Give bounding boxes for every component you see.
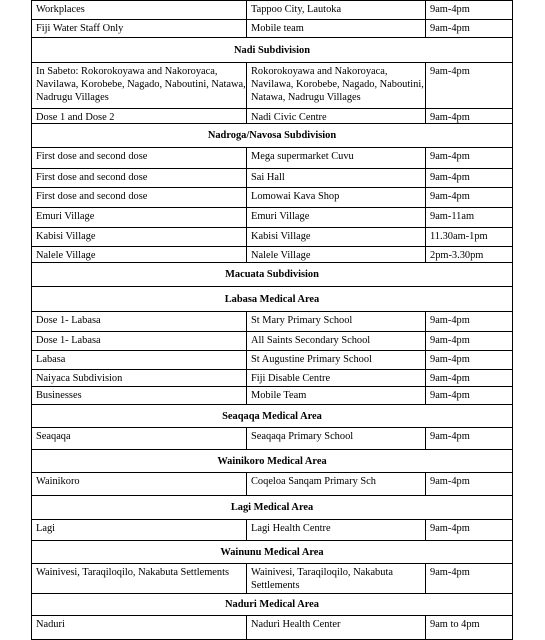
time-cell: 9am-4pm — [430, 172, 470, 183]
time-cell: 9am-4pm — [430, 66, 470, 77]
venue-cell: Kabisi Village — [247, 228, 426, 246]
group-cell: Dose 1- Labasa — [32, 332, 247, 350]
group-cell: Seaqaqa — [32, 428, 247, 449]
venue-cell: Nalele Village — [247, 247, 426, 262]
table-row — [31, 208, 513, 228]
time-cell: 9am-4pm — [430, 23, 470, 34]
table-row — [31, 616, 513, 640]
section-title: Macuata Subdivision — [225, 269, 319, 280]
section-header-row — [31, 287, 513, 312]
venue-cell: St Mary Primary School — [247, 312, 426, 331]
group-cell: Businesses — [32, 387, 247, 404]
group-cell: Dose 1- Labasa — [32, 312, 247, 331]
venue-cell: Seaqaqa Primary School — [247, 428, 426, 449]
table-row — [31, 228, 513, 247]
table-row — [31, 520, 513, 541]
table-row — [31, 188, 513, 208]
section-title: Naduri Medical Area — [225, 599, 319, 610]
table-row — [31, 332, 513, 351]
table-row — [31, 20, 513, 38]
section-title: Wainunu Medical Area — [220, 546, 324, 558]
section-title: Labasa Medical Area — [224, 293, 320, 305]
venue-cell: Emuri Village — [247, 208, 426, 227]
time-cell: 9am-4pm — [430, 191, 470, 202]
section-header-row — [31, 263, 513, 287]
venue-cell: Rokorokoyawa and Nakoroyaca, Navilawa, Korobebe, Nagado, Naboutini, Natawa, Nadrugu Villages — [247, 63, 426, 108]
table-row — [31, 169, 513, 188]
venue-cell: Mega supermarket Cuvu — [247, 148, 426, 168]
time-cell: 9am-4pm — [430, 523, 470, 534]
time-cell: 9am-4pm — [430, 567, 470, 578]
venue-cell: Mobile team — [247, 20, 426, 37]
venue-cell: Wainivesi, Taraqiloqilo, Nakabuta Settlements — [247, 564, 426, 593]
venue-cell: St Augustine Primary School — [247, 351, 426, 369]
section-title: Nadi Subdivision — [234, 44, 310, 56]
venue-cell: Lagi Health Centre — [247, 520, 426, 540]
table-row — [31, 473, 513, 496]
time-cell: 9am-4pm — [430, 431, 470, 442]
venue-cell: Fiji Disable Centre — [247, 370, 426, 386]
table-row — [31, 387, 513, 405]
table-row — [31, 564, 513, 594]
section-title: Nadroga/Navosa Subdivision — [207, 130, 337, 141]
time-cell: 11.30am-1pm — [430, 231, 488, 242]
group-cell: Dose 1 and Dose 2 — [32, 109, 247, 123]
section-header-row — [31, 405, 513, 428]
section-header-row — [31, 594, 513, 616]
venue-cell: Naduri Health Center — [247, 616, 426, 639]
table-row — [31, 351, 513, 370]
group-cell: Lagi — [32, 520, 247, 540]
group-cell: Emuri Village — [32, 208, 247, 227]
group-cell: Nalele Village — [32, 247, 247, 262]
group-cell: Wainikoro — [32, 473, 247, 495]
section-header-row — [31, 38, 513, 63]
table-row — [31, 109, 513, 124]
section-header-row — [31, 124, 513, 148]
time-cell: 9am-11am — [430, 211, 475, 222]
section-title: Seaqaqa Medical Area — [222, 410, 322, 422]
table-row — [31, 370, 513, 387]
venue-cell: Sai Hall — [247, 169, 426, 187]
group-cell: Fiji Water Staff Only — [32, 20, 247, 37]
group-cell: First dose and second dose — [32, 148, 247, 168]
time-cell: 9am-4pm — [430, 4, 470, 15]
group-cell: Labasa — [32, 351, 247, 369]
section-title: Wainikoro Medical Area — [217, 455, 327, 467]
venue-cell: Coqeloa Sanqam Primary Sch — [247, 473, 426, 495]
time-cell: 2pm-3.30pm — [430, 250, 484, 261]
time-cell: 9am-4pm — [430, 390, 470, 401]
section-header-row — [31, 496, 513, 520]
venue-cell: Tappoo City, Lautoka — [247, 1, 426, 19]
time-cell: 9am-4pm — [430, 112, 470, 123]
group-cell: Kabisi Village — [32, 228, 247, 246]
group-cell: Wainivesi, Taraqiloqilo, Nakabuta Settlements — [32, 564, 247, 593]
venue-cell: All Saints Secondary School — [247, 332, 426, 350]
section-header-row — [31, 541, 513, 564]
venue-cell: Mobile Team — [247, 387, 426, 404]
section-title: Lagi Medical Area — [230, 502, 314, 513]
table-row — [31, 247, 513, 263]
time-cell: 9am-4pm — [430, 151, 470, 162]
table-row — [31, 428, 513, 450]
table-row — [31, 312, 513, 332]
group-cell: Workplaces — [32, 1, 247, 19]
venue-cell: Nadi Civic Centre — [247, 109, 426, 123]
group-cell: Naiyaca Subdivision — [32, 370, 247, 386]
group-cell: In Sabeto: Rokorokoyawa and Nakoroyaca, Navilawa, Korobebe, Nagado, Naboutini, Natawa, Nadrugu Villages — [32, 63, 247, 108]
group-cell: First dose and second dose — [32, 169, 247, 187]
time-cell: 9am to 4pm — [430, 619, 480, 630]
time-cell: 9am-4pm — [430, 476, 470, 487]
table-row — [31, 0, 513, 20]
venue-cell: Lomowai Kava Shop — [247, 188, 426, 207]
group-cell: First dose and second dose — [32, 188, 247, 207]
section-header-row — [31, 450, 513, 473]
time-cell: 9am-4pm — [430, 373, 470, 384]
time-cell: 9am-4pm — [430, 354, 470, 365]
table-row — [31, 63, 513, 109]
table-row — [31, 148, 513, 169]
time-cell: 9am-4pm — [430, 315, 470, 326]
group-cell: Naduri — [32, 616, 247, 639]
time-cell: 9am-4pm — [430, 335, 470, 346]
